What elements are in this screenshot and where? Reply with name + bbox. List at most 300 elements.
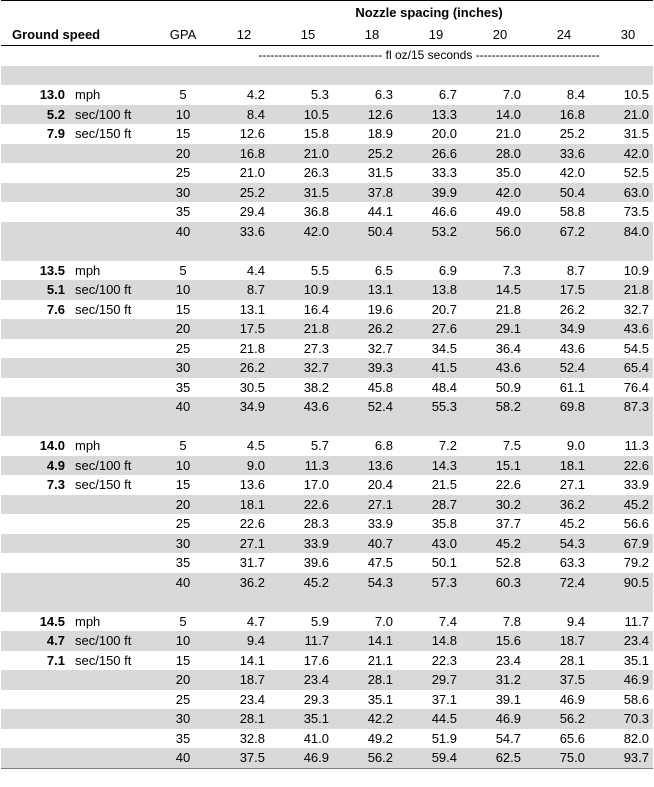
gpa-value: 30 (161, 534, 205, 554)
flow-value: 8.7 (566, 262, 585, 278)
flow-value: 30.5 (239, 379, 265, 395)
spacing-header-24: 24 (525, 25, 589, 46)
flow-value: 45.2 (589, 495, 653, 515)
flow-value: 37.8 (333, 183, 397, 203)
flow-value: 11.3 (269, 456, 333, 476)
units-row (1, 46, 653, 66)
flow-value: 43.6 (589, 319, 653, 339)
flow-value: 13.3 (397, 105, 461, 125)
speed-unit (65, 573, 161, 593)
speed-unit (65, 358, 161, 378)
flow-value: 34.9 (525, 319, 589, 339)
flow-value: 46.9 (461, 709, 525, 729)
flow-value: 41.5 (397, 358, 461, 378)
flow-value: 11.3 (624, 438, 649, 453)
speed-unit: sec/150 ft (75, 652, 132, 668)
gpa-value: 15 (175, 301, 191, 317)
flow-value: 21.0 (269, 144, 333, 164)
flow-value: 87.3 (589, 397, 653, 417)
flow-value: 46.9 (559, 691, 585, 707)
speed-value (1, 358, 65, 378)
speed-unit (65, 183, 161, 203)
speed-value: 14.0 (39, 438, 65, 453)
speed-value (1, 514, 65, 534)
flow-value: 37.5 (525, 670, 589, 690)
flow-value: 56.2 (333, 748, 397, 768)
table-row (1, 495, 653, 515)
nozzle-spacing-title: Nozzle spacing (inches) (205, 1, 653, 26)
speed-unit (65, 202, 161, 222)
flow-value: 21.8 (239, 340, 265, 356)
flow-value: 39.6 (303, 555, 329, 570)
block-separator (1, 241, 653, 261)
table-row (1, 553, 653, 573)
flow-value: 58.8 (559, 204, 585, 219)
gpa-value: 40 (161, 748, 205, 768)
table-body (1, 1, 653, 769)
speed-value (1, 222, 65, 242)
speed-value: 5.1 (1, 280, 65, 300)
flow-value: 14.0 (461, 105, 525, 125)
flow-value: 50.4 (333, 222, 397, 242)
speed-value (1, 709, 65, 729)
table-row (1, 163, 653, 183)
flow-value: 75.0 (525, 748, 589, 768)
flow-value: 18.7 (525, 631, 589, 651)
table-row (1, 280, 653, 300)
flow-value: 45.8 (367, 379, 393, 395)
speed-value (1, 397, 65, 417)
flow-value: 26.2 (205, 358, 269, 378)
gpa-value: 25 (175, 516, 191, 531)
table-row (1, 748, 653, 768)
table-row (1, 397, 653, 417)
speed-value: 14.5 (39, 613, 65, 629)
speed-value: 7.9 (46, 126, 65, 141)
flow-value: 25.2 (205, 183, 269, 203)
flow-value: 35.1 (367, 691, 393, 707)
gpa-value: 5 (179, 613, 187, 629)
flow-value: 28.1 (205, 709, 269, 729)
flow-value: 49.2 (367, 730, 393, 746)
flow-value: 37.5 (205, 748, 269, 768)
block-separator (1, 66, 653, 86)
flow-value: 29.4 (239, 204, 265, 219)
flow-value: 9.4 (566, 613, 585, 629)
table-row (1, 300, 653, 320)
flow-value: 15.1 (461, 456, 525, 476)
speed-unit: sec/100 ft (65, 280, 161, 300)
gpa-value: 40 (161, 397, 205, 417)
speed-unit: mph (75, 87, 101, 102)
flow-value: 90.5 (589, 573, 653, 593)
table-row (1, 690, 653, 710)
flow-value: 21.0 (495, 126, 521, 141)
speed-unit (65, 319, 161, 339)
spacing-header-20: 20 (461, 25, 525, 46)
flow-value: 39.9 (397, 183, 461, 203)
flow-value: 5.9 (310, 613, 329, 629)
table-row (1, 514, 653, 534)
speed-value: 13.0 (39, 87, 65, 102)
flow-value: 53.2 (397, 222, 461, 242)
flow-value: 22.6 (239, 516, 265, 531)
flow-value: 67.2 (525, 222, 589, 242)
flow-value: 84.0 (589, 222, 653, 242)
flow-value: 27.1 (559, 477, 585, 492)
flow-value: 47.5 (367, 555, 393, 570)
flow-value: 30.2 (461, 495, 525, 515)
flow-value: 16.4 (303, 301, 329, 317)
flow-value: 33.6 (525, 144, 589, 164)
speed-unit: sec/100 ft (65, 105, 161, 125)
flow-value: 34.9 (205, 397, 269, 417)
table-row (1, 573, 653, 593)
flow-value: 18.1 (525, 456, 589, 476)
flow-value: 54.3 (525, 534, 589, 554)
speed-unit (65, 670, 161, 690)
flow-value: 43.0 (397, 534, 461, 554)
flow-value: 21.8 (269, 319, 333, 339)
spacing-header-18: 18 (333, 25, 397, 46)
speed-value (1, 319, 65, 339)
flow-value: 45.2 (269, 573, 333, 593)
flow-value: 73.5 (623, 204, 649, 219)
flow-value: 58.2 (461, 397, 525, 417)
gpa-value: 10 (161, 456, 205, 476)
speed-value: 7.1 (46, 652, 65, 668)
table-row (1, 670, 653, 690)
flow-value: 35.0 (495, 165, 521, 180)
gpa-value: 25 (175, 340, 191, 356)
calibration-table (1, 0, 653, 769)
table-row (1, 534, 653, 554)
gpa-value: 5 (179, 262, 187, 278)
flow-value: 65.4 (589, 358, 653, 378)
flow-value: 36.8 (303, 204, 329, 219)
flow-value: 17.0 (303, 477, 329, 492)
flow-value: 28.7 (397, 495, 461, 515)
gpa-value: 40 (161, 222, 205, 242)
flow-value: 48.4 (431, 379, 457, 395)
gpa-value: 25 (175, 165, 191, 180)
flow-value: 14.3 (397, 456, 461, 476)
gpa-value: 15 (175, 652, 191, 668)
flow-value: 20.0 (431, 126, 457, 141)
flow-value: 13.1 (333, 280, 397, 300)
flow-value: 32.7 (623, 301, 649, 317)
speed-value (1, 748, 65, 768)
flow-value: 7.5 (502, 438, 521, 453)
flow-value: 43.6 (461, 358, 525, 378)
ground-speed-header: Ground speed (1, 25, 161, 46)
block-separator (1, 417, 653, 437)
flow-value: 6.3 (374, 87, 393, 102)
table-row (1, 124, 653, 144)
flow-value: 56.2 (525, 709, 589, 729)
flow-value: 16.8 (205, 144, 269, 164)
flow-value: 55.3 (397, 397, 461, 417)
flow-value: 27.1 (333, 495, 397, 515)
flow-value: 36.2 (205, 573, 269, 593)
flow-value: 65.6 (559, 730, 585, 746)
speed-value: 4.7 (1, 631, 65, 651)
spacing-header-30: 30 (589, 25, 653, 46)
gpa-value: 35 (175, 555, 191, 570)
flow-value: 42.2 (333, 709, 397, 729)
flow-value: 31.5 (269, 183, 333, 203)
spacing-header-19: 19 (397, 25, 461, 46)
flow-value: 42.0 (461, 183, 525, 203)
flow-value: 22.6 (589, 456, 653, 476)
flow-value: 50.9 (495, 379, 521, 395)
flow-value: 7.4 (438, 613, 457, 629)
flow-value: 46.6 (431, 204, 457, 219)
table-row (1, 339, 653, 359)
flow-value: 7.2 (438, 438, 457, 453)
speed-unit: mph (75, 613, 101, 629)
speed-value (1, 553, 65, 573)
speed-value (1, 378, 65, 398)
flow-value: 63.0 (589, 183, 653, 203)
table-row (1, 105, 653, 125)
flow-value: 28.1 (333, 670, 397, 690)
table-row (1, 436, 653, 456)
table-row (1, 144, 653, 164)
flow-value: 31.7 (239, 555, 265, 570)
table-row (1, 475, 653, 495)
flow-value: 29.1 (461, 319, 525, 339)
flow-value: 52.8 (495, 555, 521, 570)
flow-value: 26.2 (333, 319, 397, 339)
flow-value: 54.7 (495, 730, 521, 746)
speed-unit (65, 709, 161, 729)
speed-unit: sec/150 ft (75, 301, 132, 317)
flow-value: 33.9 (269, 534, 333, 554)
flow-value: 32.7 (269, 358, 333, 378)
flow-value: 33.9 (623, 477, 649, 492)
flow-value: 40.7 (333, 534, 397, 554)
flow-value: 45.2 (559, 516, 585, 531)
speed-value: 4.9 (1, 456, 65, 476)
flow-value: 50.1 (431, 555, 457, 570)
flow-value: 59.4 (397, 748, 461, 768)
flow-value: 93.7 (589, 748, 653, 768)
flow-value: 6.7 (438, 87, 457, 102)
units-label: ------------------------------- fl oz/15 seconds ------------------------------- (258, 48, 600, 62)
block-separator (1, 592, 653, 612)
speed-value: 13.5 (39, 262, 65, 278)
spacing-header-12: 12 (205, 25, 269, 46)
flow-value: 35.1 (269, 709, 333, 729)
table-row (1, 456, 653, 476)
flow-value: 13.1 (239, 301, 265, 317)
table-row (1, 612, 653, 632)
speed-value (1, 202, 65, 222)
flow-value: 6.5 (374, 262, 393, 278)
flow-value: 56.6 (623, 516, 649, 531)
table-row (1, 709, 653, 729)
table-row (1, 358, 653, 378)
table-row (1, 183, 653, 203)
flow-value: 43.6 (559, 340, 585, 356)
flow-value: 63.3 (559, 555, 585, 570)
flow-value: 33.9 (367, 516, 393, 531)
speed-unit: sec/150 ft (75, 126, 132, 141)
flow-value: 17.5 (205, 319, 269, 339)
gpa-value: 35 (175, 730, 191, 746)
flow-value: 44.1 (367, 204, 393, 219)
flow-value: 10.9 (623, 262, 649, 278)
flow-value: 29.3 (303, 691, 329, 707)
speed-unit (65, 163, 161, 183)
speed-unit (65, 729, 161, 749)
flow-value: 23.4 (239, 691, 265, 707)
flow-value: 7.0 (502, 87, 521, 102)
gpa-value: 20 (161, 670, 205, 690)
flow-value: 13.8 (397, 280, 461, 300)
flow-value: 5.7 (310, 438, 329, 453)
speed-unit (65, 534, 161, 554)
speed-value (1, 573, 65, 593)
gpa-value: 20 (161, 319, 205, 339)
flow-value: 4.4 (246, 262, 265, 278)
flow-value: 18.7 (205, 670, 269, 690)
header-row-columns (1, 25, 653, 46)
speed-unit: sec/150 ft (75, 477, 132, 492)
flow-value: 42.0 (269, 222, 333, 242)
gpa-value: 10 (161, 280, 205, 300)
gpa-value: 30 (161, 709, 205, 729)
flow-value: 50.4 (525, 183, 589, 203)
gpa-value: 5 (179, 438, 187, 453)
flow-value: 8.4 (205, 105, 269, 125)
flow-value: 62.5 (461, 748, 525, 768)
flow-value: 21.1 (367, 652, 393, 668)
flow-value: 13.6 (333, 456, 397, 476)
flow-value: 52.4 (333, 397, 397, 417)
flow-value: 37.7 (495, 516, 521, 531)
flow-value: 19.6 (367, 301, 393, 317)
speed-value (1, 670, 65, 690)
gpa-value: 10 (161, 631, 205, 651)
speed-unit (65, 339, 161, 359)
flow-value: 46.9 (269, 748, 333, 768)
flow-value: 15.6 (461, 631, 525, 651)
gpa-value: 35 (175, 379, 191, 395)
flow-value: 25.2 (333, 144, 397, 164)
speed-unit (65, 495, 161, 515)
speed-unit (65, 514, 161, 534)
flow-value: 54.5 (623, 340, 649, 356)
gpa-value: 5 (179, 87, 187, 102)
flow-value: 4.2 (246, 87, 265, 102)
speed-unit: mph (75, 438, 101, 453)
table-row (1, 378, 653, 398)
flow-value: 9.0 (566, 438, 585, 453)
flow-value: 14.1 (239, 652, 265, 668)
gpa-value: 15 (175, 126, 191, 141)
flow-value: 37.1 (431, 691, 457, 707)
flow-value: 7.0 (374, 613, 393, 629)
flow-value: 46.9 (589, 670, 653, 690)
flow-value: 31.2 (461, 670, 525, 690)
gpa-header: GPA (161, 25, 205, 46)
flow-value: 9.0 (205, 456, 269, 476)
flow-value: 5.5 (310, 262, 329, 278)
speed-value (1, 729, 65, 749)
flow-value: 28.3 (303, 516, 329, 531)
flow-value: 21.8 (589, 280, 653, 300)
speed-unit (65, 144, 161, 164)
speed-value (1, 183, 65, 203)
flow-value: 42.0 (559, 165, 585, 180)
flow-value: 79.2 (623, 555, 649, 570)
speed-unit (65, 748, 161, 768)
speed-value (1, 534, 65, 554)
flow-value: 10.9 (269, 280, 333, 300)
flow-value: 42.0 (589, 144, 653, 164)
flow-value: 35.1 (623, 652, 649, 668)
flow-value: 31.5 (367, 165, 393, 180)
flow-value: 58.6 (623, 691, 649, 707)
table-row (1, 202, 653, 222)
flow-value: 31.5 (623, 126, 649, 141)
flow-value: 23.4 (495, 652, 521, 668)
flow-value: 25.2 (559, 126, 585, 141)
header-row-title (1, 1, 653, 26)
flow-value: 76.4 (623, 379, 649, 395)
gpa-value: 40 (161, 573, 205, 593)
flow-value: 6.8 (374, 438, 393, 453)
flow-value: 22.3 (431, 652, 457, 668)
speed-value (1, 144, 65, 164)
gpa-value: 35 (175, 204, 191, 219)
flow-value: 26.6 (397, 144, 461, 164)
flow-value: 36.2 (525, 495, 589, 515)
flow-value: 60.3 (461, 573, 525, 593)
flow-value: 51.9 (431, 730, 457, 746)
flow-value: 20.7 (431, 301, 457, 317)
speed-value (1, 339, 65, 359)
gpa-value: 30 (161, 358, 205, 378)
flow-value: 10.5 (269, 105, 333, 125)
flow-value: 21.0 (239, 165, 265, 180)
flow-value: 67.9 (589, 534, 653, 554)
flow-value: 41.0 (303, 730, 329, 746)
table-row (1, 651, 653, 671)
flow-value: 21.8 (495, 301, 521, 317)
flow-value: 33.3 (431, 165, 457, 180)
flow-value: 38.2 (303, 379, 329, 395)
flow-value: 14.1 (333, 631, 397, 651)
flow-value: 33.6 (205, 222, 269, 242)
speed-unit (65, 397, 161, 417)
flow-value: 52.5 (623, 165, 649, 180)
flow-value: 70.3 (589, 709, 653, 729)
flow-value: 39.3 (333, 358, 397, 378)
flow-value: 7.3 (502, 262, 521, 278)
flow-value: 28.1 (559, 652, 585, 668)
flow-value: 18.9 (367, 126, 393, 141)
speed-value: 5.2 (1, 105, 65, 125)
flow-value: 52.4 (525, 358, 589, 378)
flow-value: 15.8 (303, 126, 329, 141)
flow-value: 34.5 (431, 340, 457, 356)
table-row (1, 729, 653, 749)
flow-value: 13.6 (239, 477, 265, 492)
flow-value: 22.6 (495, 477, 521, 492)
